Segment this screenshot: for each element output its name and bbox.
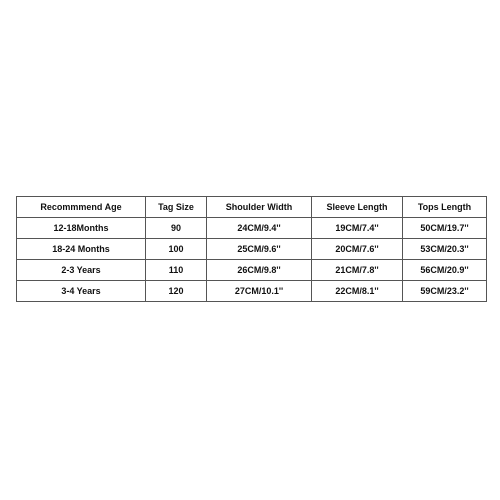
cell-age: 3-4 Years [17, 281, 146, 302]
cell-tops-length: 50CM/19.7'' [403, 218, 487, 239]
cell-sleeve-length: 22CM/8.1'' [312, 281, 403, 302]
cell-shoulder-width: 25CM/9.6'' [207, 239, 312, 260]
size-chart-table [16, 196, 487, 302]
table-row [17, 218, 487, 239]
cell-tops-length: 53CM/20.3'' [403, 239, 487, 260]
table-row [17, 281, 487, 302]
cell-tag-size: 90 [146, 218, 207, 239]
cell-tag-size: 100 [146, 239, 207, 260]
header-sleeve-length: Sleeve Length [312, 197, 403, 218]
cell-tag-size: 110 [146, 260, 207, 281]
cell-age: 12-18Months [17, 218, 146, 239]
cell-sleeve-length: 20CM/7.6'' [312, 239, 403, 260]
cell-age: 2-3 Years [17, 260, 146, 281]
cell-age: 18-24 Months [17, 239, 146, 260]
header-tag-size: Tag Size [146, 197, 207, 218]
cell-tops-length: 59CM/23.2'' [403, 281, 487, 302]
cell-shoulder-width: 24CM/9.4'' [207, 218, 312, 239]
header-recommend-age: Recommmend Age [17, 197, 146, 218]
cell-shoulder-width: 27CM/10.1'' [207, 281, 312, 302]
table-row [17, 239, 487, 260]
cell-shoulder-width: 26CM/9.8'' [207, 260, 312, 281]
table-row [17, 260, 487, 281]
cell-tag-size: 120 [146, 281, 207, 302]
cell-sleeve-length: 21CM/7.8'' [312, 260, 403, 281]
cell-tops-length: 56CM/20.9'' [403, 260, 487, 281]
header-shoulder-width: Shoulder Width [207, 197, 312, 218]
cell-sleeve-length: 19CM/7.4'' [312, 218, 403, 239]
table-header-row [17, 197, 487, 218]
header-tops-length: Tops Length [403, 197, 487, 218]
